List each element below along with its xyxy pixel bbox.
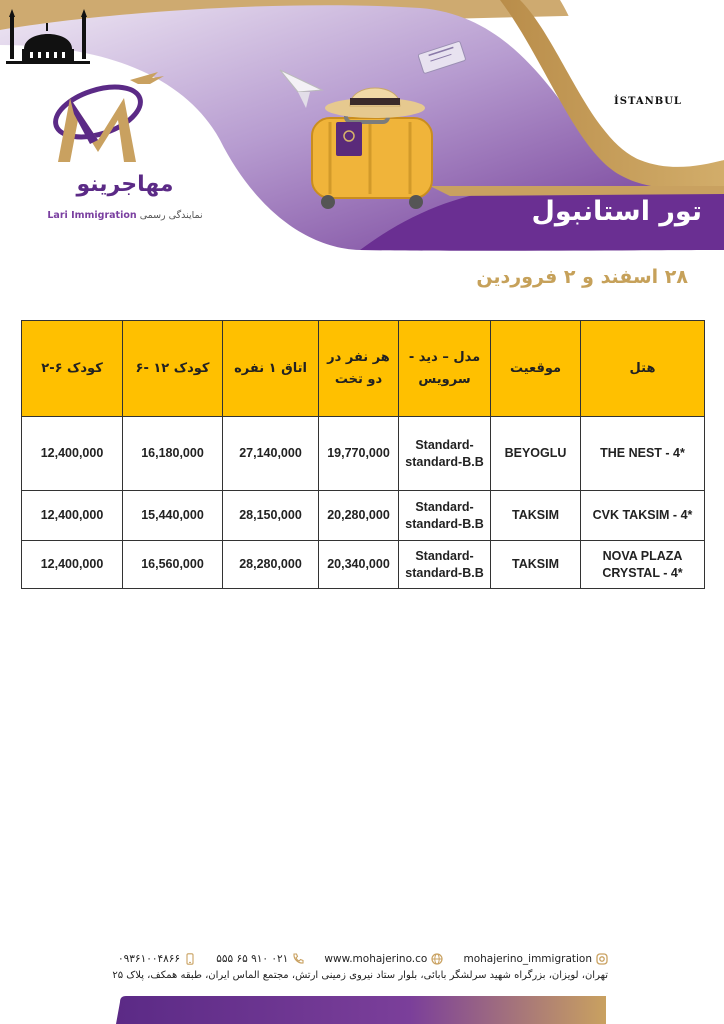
footer-mobile[interactable] [118,953,196,965]
location-cell: BEYOGLU [491,417,581,491]
tour-dates: ۲۸ اسفند و ۲ فروردین [476,266,688,288]
price-child-6-12-cell: 16,560,000 [123,541,223,589]
hotel-cell: CVK TAKSIM - 4* [581,491,705,541]
istanbul-label: İSTANBUL [614,96,682,107]
location-cell: TAKSIM [491,491,581,541]
footer-contacts [118,950,608,968]
instagram-handle: mohajerino_immigration [463,953,592,965]
price-child-2-6-cell: 12,400,000 [22,541,123,589]
mobile-number: ۰۹۳۶۱۰۰۴۸۶۶ [118,953,181,965]
header-location: موقعیت [491,321,581,417]
brand-subtitle-en: Lari Immigration [47,210,137,221]
header-child-6-12: کودک ۱۲ -۶ [123,321,223,417]
istanbul-mosque-icon [0,0,96,78]
footer-phone[interactable] [216,953,304,965]
page-title: تور استانبول [531,196,702,227]
brand-subtitle [40,210,210,221]
brand-logo [40,70,210,230]
footer-address: تهران، لویزان، بزرگراه شهید سرلشگر بابائی، بلوار ستاد نیروی زمینی ارتش، مجتمع الماس ایران، طبقه همکف، پلاک ۲۵ [112,970,608,981]
service-cell: Standard-standard-B.B [399,491,491,541]
header-single-room: اتاق ۱ نفره [223,321,319,417]
phone-number: ۰۲۱ ۹۱۰ ۶۵ ۵۵۵ [216,953,289,965]
suitcase-illustration [270,30,490,230]
table-row [22,491,705,541]
header-child-2-6: کودک ۶-۲ [22,321,123,417]
footer-website[interactable] [324,953,443,965]
mobile-icon [184,953,196,965]
header-hotel: هتل [581,321,705,417]
service-cell: Standard-standard-B.B [399,541,491,589]
price-child-2-6-cell: 12,400,000 [22,491,123,541]
price-double-cell: 20,280,000 [319,491,399,541]
price-child-6-12-cell: 15,440,000 [123,491,223,541]
footer-bar [116,996,606,1024]
price-single-cell: 27,140,000 [223,417,319,491]
phone-icon [292,953,304,965]
globe-icon [431,953,443,965]
header-double-room: هر نفر در دو تخت [319,321,399,417]
logo-m-icon [40,70,170,170]
hotel-cell: NOVA PLAZA CRYSTAL - 4* [581,541,705,589]
location-cell: TAKSIM [491,541,581,589]
brand-subtitle-fa: نمایندگی رسمی [139,210,203,221]
table-header-row [22,321,705,417]
hotel-cell: THE NEST - 4* [581,417,705,491]
header-room-type: مدل – دید - سرویس [399,321,491,417]
price-child-6-12-cell: 16,180,000 [123,417,223,491]
table-row [22,541,705,589]
brand-name: مهاجرینو [76,172,174,197]
price-double-cell: 19,770,000 [319,417,399,491]
price-single-cell: 28,280,000 [223,541,319,589]
price-single-cell: 28,150,000 [223,491,319,541]
service-cell: Standard-standard-B.B [399,417,491,491]
website-url: www.mohajerino.co [324,953,428,965]
table-row [22,417,705,491]
price-table [21,320,705,589]
price-double-cell: 20,340,000 [319,541,399,589]
footer-instagram[interactable] [463,953,608,965]
header-banner [0,0,724,260]
instagram-icon [596,953,608,965]
price-child-2-6-cell: 12,400,000 [22,417,123,491]
